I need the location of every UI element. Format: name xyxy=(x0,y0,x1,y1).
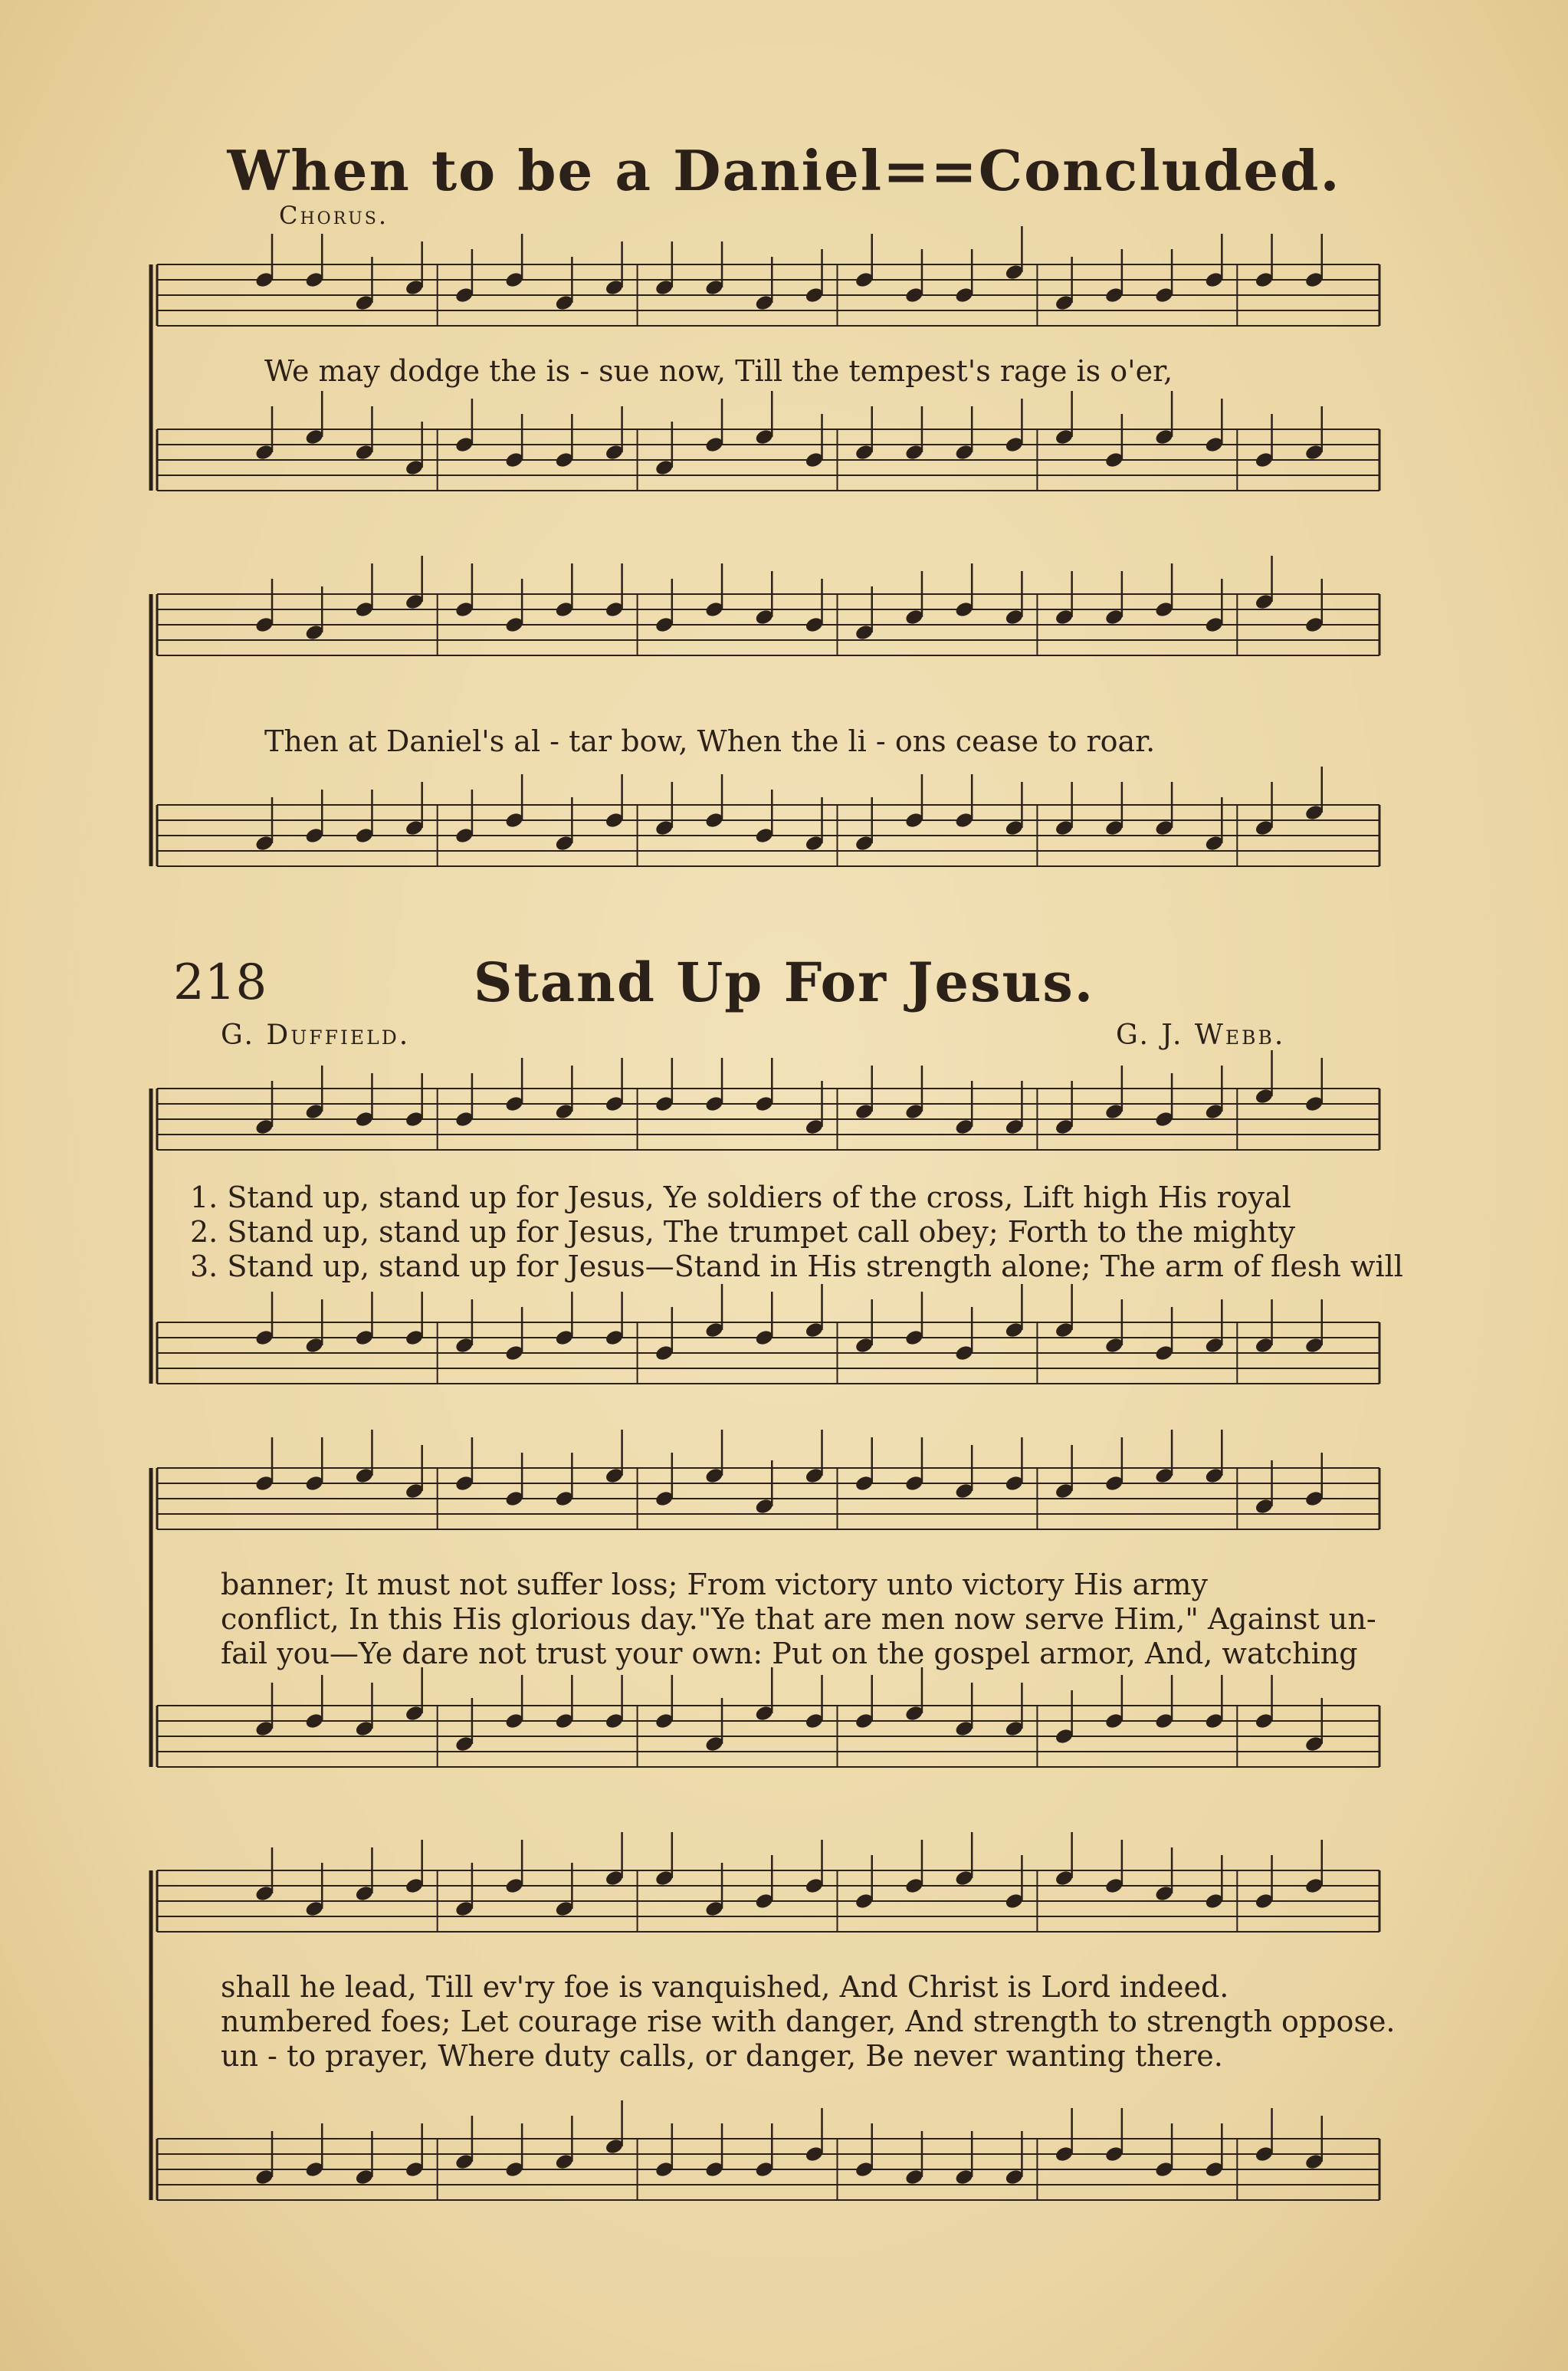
author-name: G. Duffield. xyxy=(221,1020,411,1051)
chorus-label: Chorus. xyxy=(279,201,389,230)
lyric-line-top-1: We may dodge the is - sue now, Till the tempest's rage is o'er, xyxy=(264,354,1173,388)
verse-2-line-1: 2. Stand up, stand up for Jesus, The trumpet call obey; Forth to the mighty xyxy=(190,1215,1296,1249)
verse-3-line-1: 3. Stand up, stand up for Jesus—Stand in His strength alone; The arm of flesh will xyxy=(190,1250,1403,1283)
verse-2-line-2: conflict, In this His glorious day."Ye that are men now serve Him," Against un- xyxy=(221,1602,1376,1636)
verse-3-line-2: fail you—Ye dare not trust your own: Put on the gospel armor, And, watching xyxy=(221,1637,1358,1670)
hymn-title: Stand Up For Jesus. xyxy=(473,951,1095,1014)
verse-1-line-2: banner; It must not suffer loss; From victory unto victory His army xyxy=(221,1568,1208,1601)
composer-name: G. J. Webb. xyxy=(1116,1020,1286,1051)
lyric-line-top-2: Then at Daniel's al - tar bow, When the li - ons cease to roar. xyxy=(264,724,1156,758)
hymn-number: 218 xyxy=(173,954,267,1011)
verse-3-line-3: un - to prayer, Where duty calls, or danger, Be never wanting there. xyxy=(221,2039,1223,2073)
verse-1-line-3: shall he lead, Till ev'ry foe is vanquished, And Christ is Lord indeed. xyxy=(221,1970,1229,2004)
verse-2-line-3: numbered foes; Let courage rise with danger, And strength to strength oppose. xyxy=(221,2005,1396,2038)
verse-1-line-1: 1. Stand up, stand up for Jesus, Ye soldiers of the cross, Lift high His royal xyxy=(190,1181,1291,1214)
page-title: When to be a Daniel==Concluded. xyxy=(227,138,1341,203)
